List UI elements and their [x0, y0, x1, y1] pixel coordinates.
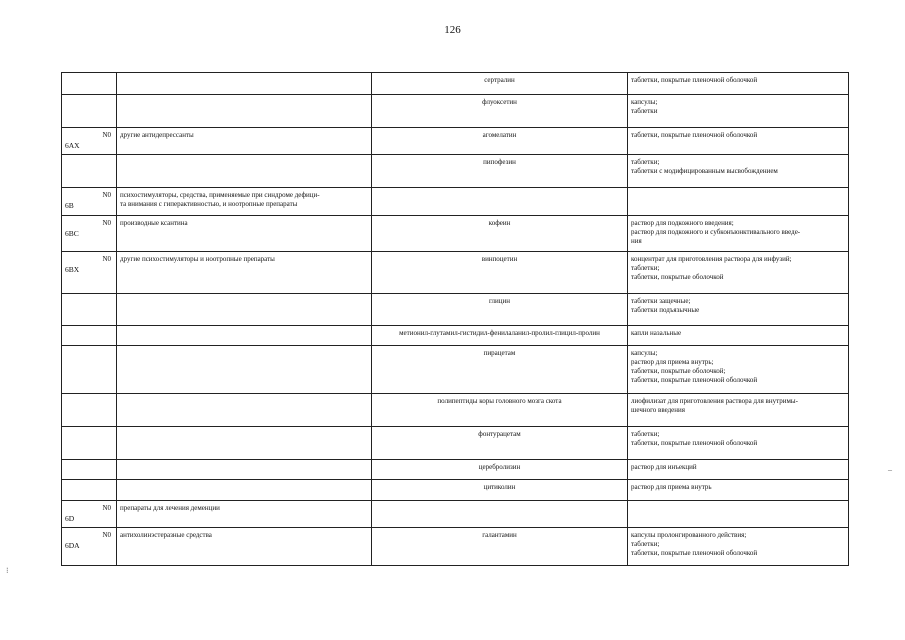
- drug-name: пирацетам: [483, 349, 516, 357]
- table-row: [62, 294, 849, 326]
- dosage-form-cell: [628, 528, 849, 566]
- dosage-form: таблетки, покрытые пленочной оболочкой: [631, 131, 758, 139]
- table-row: [62, 188, 849, 216]
- atc-code: 6D: [65, 514, 75, 523]
- group-name-cell: [117, 216, 372, 252]
- group-name-cell: [117, 252, 372, 294]
- dosage-form: раствор для приема внутрь;: [631, 358, 714, 366]
- dosage-form: ния: [631, 237, 642, 245]
- drug-name: глицин: [489, 297, 510, 305]
- atc-code-cell: [62, 346, 117, 394]
- drug-name-cell: [372, 73, 628, 95]
- dosage-form-cell: [628, 294, 849, 326]
- dosage-form: таблетки;: [631, 540, 660, 548]
- group-name-cell: [117, 460, 372, 480]
- dosage-form-cell: [628, 326, 849, 346]
- drug-name-cell: [372, 252, 628, 294]
- drug-name-cell: [372, 188, 628, 216]
- dosage-form: таблетки;: [631, 430, 660, 438]
- dosage-form: таблетки, покрытые пленочной оболочкой: [631, 549, 758, 557]
- table-row: [62, 155, 849, 188]
- atc-code-cell: [62, 528, 117, 566]
- atc-code-cell: [62, 216, 117, 252]
- table-row: [62, 480, 849, 501]
- dosage-form-cell: [628, 188, 849, 216]
- dosage-form-cell: [628, 346, 849, 394]
- dosage-form: раствор для приема внутрь: [631, 483, 712, 491]
- group-name-cell: [117, 427, 372, 460]
- dosage-form: концентрат для приготовления раствора для инфузий;: [631, 255, 792, 263]
- group-name-cell: [117, 155, 372, 188]
- table-row: [62, 501, 849, 528]
- drug-name: пипофезин: [483, 158, 516, 166]
- atc-code-cell: [62, 155, 117, 188]
- atc-code-prefix: N0: [102, 219, 111, 227]
- group-name: другие антидепрессанты: [120, 131, 194, 139]
- dosage-form: таблетки, покрытые пленочной оболочкой: [631, 76, 758, 84]
- group-name-cell: [117, 394, 372, 427]
- atc-code: 6BC: [65, 229, 79, 238]
- atc-code-cell: [62, 95, 117, 128]
- dosage-form: таблетки: [631, 107, 658, 115]
- atc-code-cell: [62, 252, 117, 294]
- drug-name: галантамин: [482, 531, 517, 539]
- dosage-form: таблетки защечные;: [631, 297, 691, 305]
- group-name-cell: [117, 528, 372, 566]
- dosage-form: капли назальные: [631, 329, 682, 337]
- atc-code: 6DA: [65, 541, 80, 550]
- dosage-form: капсулы;: [631, 98, 658, 106]
- drug-name-cell: [372, 528, 628, 566]
- dosage-form: лиофилизат для приготовления раствора для внутримы-: [631, 397, 798, 405]
- table-row: [62, 528, 849, 566]
- atc-code-cell: [62, 188, 117, 216]
- drug-name-cell: [372, 501, 628, 528]
- dosage-form-cell: [628, 501, 849, 528]
- dosage-form-cell: [628, 394, 849, 427]
- dosage-form: таблетки;: [631, 158, 660, 166]
- table-row: [62, 427, 849, 460]
- drug-name: флуоксетин: [482, 98, 517, 106]
- dosage-form-cell: [628, 480, 849, 501]
- atc-code-prefix: N0: [102, 255, 111, 263]
- table-row: [62, 326, 849, 346]
- dosage-form-cell: [628, 155, 849, 188]
- group-name: антихолинэстеразные средства: [120, 531, 212, 539]
- drug-name-cell: [372, 460, 628, 480]
- table-row: [62, 394, 849, 427]
- dosage-form: таблетки с модифицированным высвобождением: [631, 167, 778, 175]
- drug-name: кофеин: [488, 219, 511, 227]
- drug-name: церебролизин: [478, 463, 521, 471]
- dosage-form-cell: [628, 95, 849, 128]
- group-name-cell: [117, 95, 372, 128]
- table-row: [62, 95, 849, 128]
- drug-name-cell: [372, 155, 628, 188]
- table-row: [62, 216, 849, 252]
- drug-name-cell: [372, 394, 628, 427]
- drug-name: агомелатин: [482, 131, 517, 139]
- drug-name: фонтурацетам: [478, 430, 521, 438]
- drug-name: полипептиды коры головного мозга скота: [437, 397, 562, 405]
- atc-code-cell: [62, 427, 117, 460]
- atc-code-cell: [62, 460, 117, 480]
- group-name: другие психостимуляторы и ноотропные препараты: [120, 255, 275, 263]
- dosage-form-cell: [628, 252, 849, 294]
- table-row: [62, 73, 849, 95]
- atc-code: 6BX: [65, 265, 80, 274]
- dosage-form: раствор для инъекций: [631, 463, 697, 471]
- drug-name-cell: [372, 326, 628, 346]
- dosage-form: таблетки, покрытые пленочной оболочкой: [631, 439, 758, 447]
- table-row: [62, 346, 849, 394]
- atc-code-cell: [62, 501, 117, 528]
- drug-name-cell: [372, 427, 628, 460]
- dosage-form-cell: [628, 73, 849, 95]
- atc-code-cell: [62, 326, 117, 346]
- left-margin-mark: ⁝: [6, 566, 9, 575]
- atc-code: 6AX: [65, 141, 80, 150]
- dosage-form: таблетки;: [631, 264, 660, 272]
- group-name-cell: [117, 294, 372, 326]
- atc-code-prefix: N0: [102, 191, 111, 199]
- dosage-form: капсулы;: [631, 349, 658, 357]
- drug-name-cell: [372, 294, 628, 326]
- group-name-cell: [117, 73, 372, 95]
- right-margin-mark: –: [888, 465, 892, 474]
- group-name: препараты для лечения деменции: [120, 504, 220, 512]
- group-name: психостимуляторы, средства, применяемые при синдроме дефици- та внимания с гиперактивностью, и ноотропные препараты: [120, 191, 320, 208]
- dosage-form: таблетки, покрытые пленочной оболочкой: [631, 376, 758, 384]
- drug-name-cell: [372, 128, 628, 155]
- group-name-cell: [117, 501, 372, 528]
- dosage-form-cell: [628, 427, 849, 460]
- atc-code-cell: [62, 73, 117, 95]
- atc-code-prefix: N0: [102, 531, 111, 539]
- atc-code-cell: [62, 294, 117, 326]
- dosage-form: таблетки, покрытые оболочкой: [631, 273, 724, 281]
- dosage-form: капсулы пролонгированного действия;: [631, 531, 747, 539]
- dosage-form: таблетки, покрытые оболочкой;: [631, 367, 726, 375]
- page-number: 126: [444, 24, 461, 36]
- drug-name-cell: [372, 346, 628, 394]
- dosage-form: таблетки подъязычные: [631, 306, 700, 314]
- drug-name: метионил-глутамил-гистидил-фенилаланил-пролил-глицил-пролин: [399, 329, 600, 337]
- dosage-form-cell: [628, 216, 849, 252]
- group-name-cell: [117, 480, 372, 501]
- group-name-cell: [117, 326, 372, 346]
- drug-table: [61, 72, 849, 566]
- drug-name: сертралин: [484, 76, 515, 84]
- dosage-form: раствор для подкожного и субконъюнктивального введе-: [631, 228, 801, 236]
- dosage-form: раствор для подкожного введения;: [631, 219, 734, 227]
- atc-code-cell: [62, 128, 117, 155]
- table-row: [62, 252, 849, 294]
- table-row: [62, 128, 849, 155]
- dosage-form-cell: [628, 460, 849, 480]
- drug-name-cell: [372, 480, 628, 501]
- drug-name: цитиколин: [483, 483, 516, 491]
- drug-name-cell: [372, 216, 628, 252]
- dosage-form-cell: [628, 128, 849, 155]
- atc-code-prefix: N0: [102, 504, 111, 512]
- atc-code-cell: [62, 394, 117, 427]
- group-name-cell: [117, 346, 372, 394]
- group-name: производные ксантина: [120, 219, 188, 227]
- dosage-form: шечного введения: [631, 406, 686, 414]
- atc-code-cell: [62, 480, 117, 501]
- atc-code-prefix: N0: [102, 131, 111, 139]
- drug-name-cell: [372, 95, 628, 128]
- group-name-cell: [117, 188, 372, 216]
- table-row: [62, 460, 849, 480]
- group-name-cell: [117, 128, 372, 155]
- drug-name: винпоцетин: [481, 255, 518, 263]
- atc-code: 6B: [65, 201, 74, 210]
